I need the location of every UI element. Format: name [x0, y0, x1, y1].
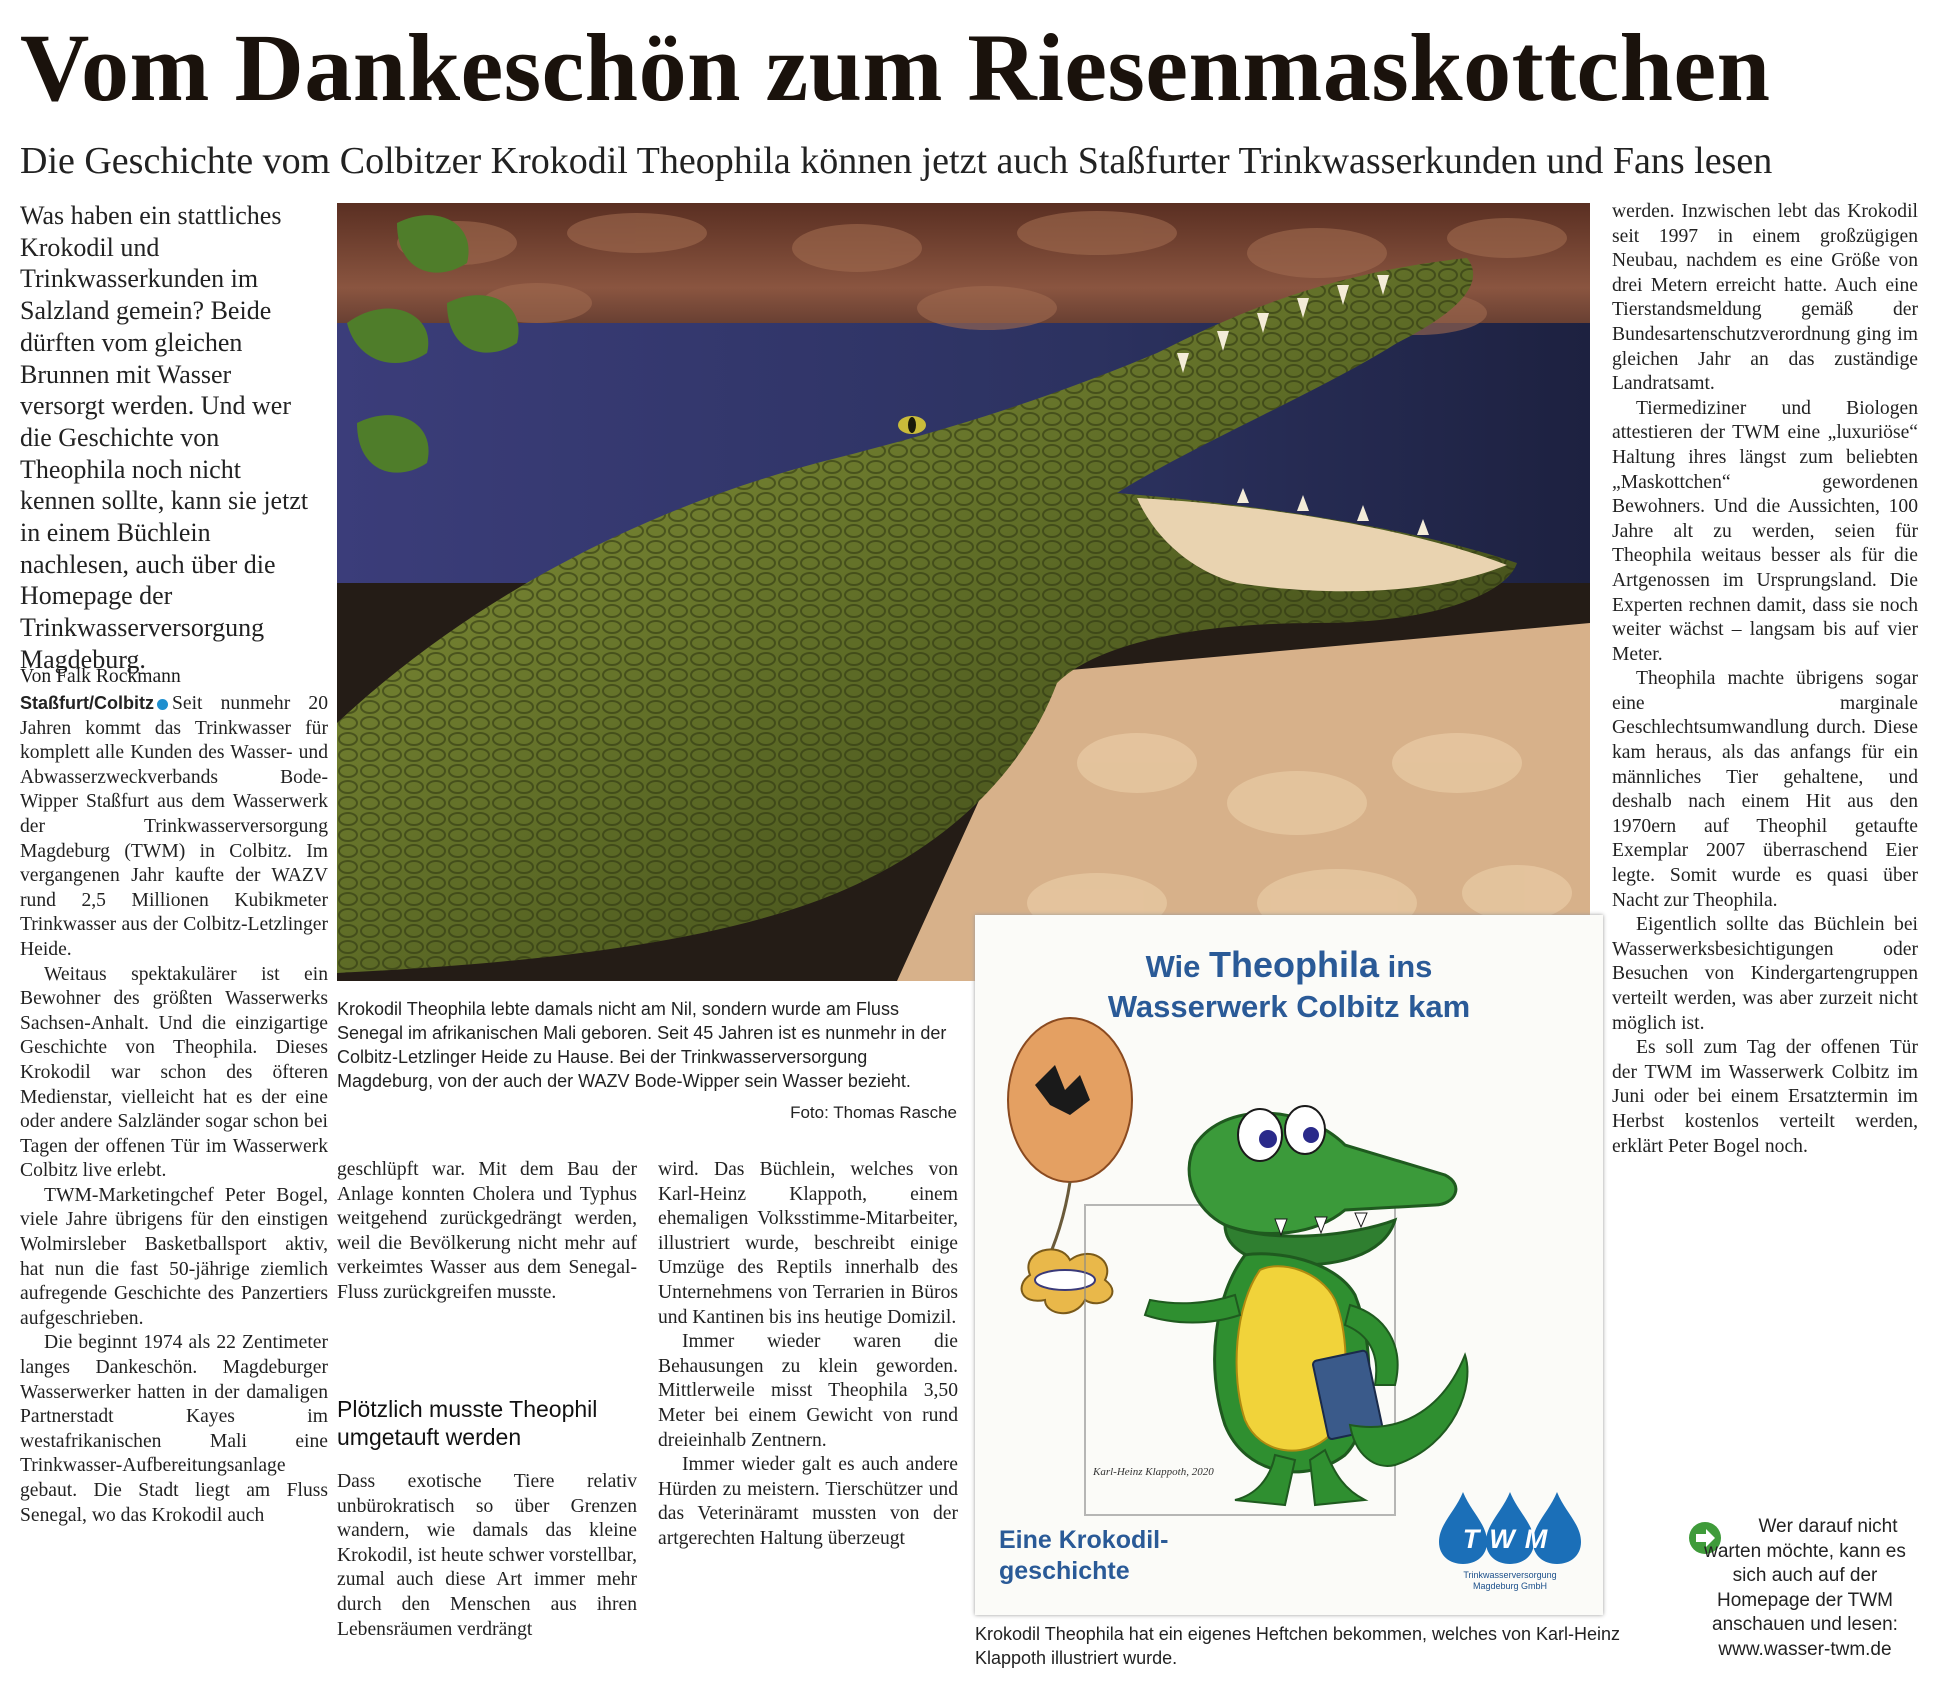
paragraph: Tiermediziner und Biologen attestieren der TWM eine „luxuriöse“ Haltung ihres längst zum beliebten „Maskottchen“ gewordenen Bewohners. Und die Aussichten, 100 Jahre alt zu werden, seien für Theophila weitaus besser als für die Artgenossen im Ursprungsland. Die Experten rechnen damit, dass sie noch weiter wächst – langsam bis auf vier Meter.: [1612, 397, 1918, 665]
headline: Vom Dankeschön zum Riesenmaskottchen: [20, 14, 1771, 121]
twm-logo-sub1: Trinkwasserversorgung: [1463, 1570, 1557, 1580]
dateline-dot-icon: [157, 699, 168, 710]
booklet-subtitle: [999, 1525, 1168, 1587]
article-column-3: [658, 1158, 958, 1552]
dateline: Staßfurt/Colbitz: [20, 693, 154, 713]
paragraph: Theophila machte übrigens sogar eine marginale Geschlechtsumwandlung durch. Diese kam heraus, als das anfangs für ein männliches Tier gehaltene, und deshalb nach einem Hit aus den 1970ern auf Theophil getaufte Exemplar 2007 überraschend Eier legte. Somit wurde es quasi über Nacht zur Theophila.: [1612, 668, 1918, 911]
article-column-1: [20, 691, 328, 1528]
web-hint-url[interactable]: www.wasser-twm.de: [1718, 1638, 1892, 1660]
twm-logo-subtitle: [1435, 1570, 1585, 1592]
subheadline: Die Geschichte vom Colbitzer Krokodil Theophila können jetzt auch Staßfurter Trinkwasserkunden und Fans lesen: [20, 140, 1773, 182]
byline: Von Falk Rockmann: [20, 666, 181, 687]
booklet-caption: Krokodil Theophila hat ein eigenes Heftchen bekommen, welches von Karl-Heinz Klappoth illustriert wurde.: [975, 1624, 1621, 1668]
paragraph: Die beginnt 1974 als 22 Zentimeter langes Dankeschön. Magdeburger Wasserwerker hatten in der damaligen Partnerstadt Kayes im westafrikanischen Mali eine Trinkwasser-Aufbereitungsanlage gebaut. Die Stadt liegt am Fluss Senegal, wo das Krokodil auch: [20, 1332, 328, 1526]
paragraph: Weitaus spektakulärer ist ein Bewohner des größten Wasserwerks Sachsen-Anhalt. Und die einzigartige Geschichte von Theophila. Dieses Krokodil war schon des öfteren Medienstar, vielleicht hat es der eine oder andere Salzländer sogar schon bei Tagen der offenen Tür im Wasserwerk Colbitz live erlebt.: [20, 963, 328, 1182]
booklet-subtitle-line2: geschichte: [999, 1557, 1130, 1585]
paragraph: wird. Das Büchlein, welches von Karl-Heinz Klappoth, einem ehemaligen Volksstimme-Mitarbeiter, illustriert wurde, beschreibt einige Umzüge des Reptils innerhalb des Unternehmens von Terrarien in Büros und Kantinen bis ins heutige Domizil.: [658, 1159, 958, 1328]
twm-logo: [1435, 1490, 1585, 1600]
booklet-title-post: ins: [1379, 949, 1433, 984]
paragraph: Eigentlich sollte das Büchlein bei Wasserwerksbesichtigungen oder Besuchen von Kindergartengruppen verteilt werden, was aber zurzeit nicht möglich ist.: [1612, 914, 1918, 1034]
paragraph: Immer wieder waren die Behausungen zu klein geworden. Mittlerweile misst Theophila 3,50 Meter bei einem Gewicht von rund dreieinhalb Zentnern.: [658, 1331, 958, 1451]
article-column-4: [1612, 200, 1918, 1159]
booklet-title-pre: Wie: [1145, 949, 1210, 984]
paragraph-text: Seit nunmehr 20 Jahren kommt das Trinkwasser für komplett alle Kunden des Wasser- und Abwasserzweckverbands Bode-Wipper Staßfurt aus dem Wasserwerk der Trinkwasserversorgung Magdeburg (TWM) in Colbitz. Im vergangenen Jahr kaufte der WAZV rund 2,5 Millionen Kubikmeter Trinkwasser aus der Colbitz-Letzlinger Heide.: [20, 693, 328, 960]
twm-logo-sub2: Magdeburg GmbH: [1472, 1581, 1548, 1591]
article-column-2: [337, 1158, 637, 1306]
booklet-title-name: Theophila: [1209, 944, 1380, 985]
paragraph: TWM-Marketingchef Peter Bogel, viele Jahre übrigens für den einstigen Wolmirsleber Basketballsport aktiv, hat nun die fast 50-jährige ziemlich aufregende Geschichte des Panzertiers aufgeschrieben.: [20, 1184, 328, 1329]
paragraph: geschlüpft war. Mit dem Bau der Anlage konnten Cholera und Typhus weitgehend zurückgedrängt werden, weil die Bevölkerung nicht mehr auf verkeimtes Wasser aus dem Senegal-Fluss zurückgreifen musste.: [337, 1159, 637, 1303]
lead-paragraph: Was haben ein stattliches Krokodil und Trinkwasserkunden im Salzland gemein? Beide dürften vom gleichen Brunnen mit Wasser versorgt werden. Und wer die Geschichte von Theophila noch nicht kennen sollte, kann sie jetzt in einem Büchlein nachlesen, auch über die Homepage der Trinkwasserversorgung Magdeburg.: [20, 201, 309, 674]
paragraph: Dass exotische Tiere relativ unbürokratisch so über Grenzen wandern, wie damals das kleine Krokodil, ist heute schwer vorstellbar, zumal auch diese Art immer mehr durch den Menschen aus ihren Lebensräumen verdrängt: [337, 1471, 637, 1640]
paragraph: Es soll zum Tag der offenen Tür der TWM im Wasserwerk Colbitz im Juni oder bei einem Ersatztermin im Herbst kostenlos verteilt werden, erklärt Peter Bogel noch.: [1612, 1037, 1918, 1157]
photo-caption: Krokodil Theophila lebte damals nicht am Nil, sondern wurde am Fluss Senegal im afrikanischen Mali geboren. Seit 45 Jahren ist es nunmehr in der Colbitz-Letzlinger Heide zu Hause. Bei der Trinkwasserversorgung Magdeburg, von der auch der WAZV Bode-Wipper sein Wasser bezieht.: [337, 999, 947, 1091]
crocodile-photo: [337, 203, 1590, 981]
photo-credit: Foto: Thomas Rasche: [790, 1103, 957, 1122]
web-hint-text: Wer darauf nicht warten möchte, kann es sich auch auf der Homepage der TWM anschauen und lesen:: [1704, 1516, 1906, 1635]
paragraph: Immer wieder galt es auch andere Hürden zu meistern. Tierschützer und das Veterinäramt mussten von der artgerechten Haltung überzeugt: [658, 1454, 958, 1549]
booklet-subtitle-line1: Eine Krokodil-: [999, 1526, 1169, 1554]
paragraph: werden. Inzwischen lebt das Krokodil seit 1997 in einem großzügigen Neubau, nachdem es eine Größe von drei Metern erreicht hatte. Auch eine Tierstandsmeldung gemäß der Bundesartenschutzverordnung ging im gleichen Jahr an das zuständige Landratsamt.: [1612, 201, 1918, 395]
paragraph: [20, 691, 328, 963]
twm-logo-text: TWM: [1462, 1524, 1558, 1554]
web-hint: [1685, 1515, 1925, 1662]
illustrator-signature: Karl-Heinz Klappoth, 2020: [1093, 1466, 1214, 1478]
crocodile-illustration: [975, 1005, 1603, 1525]
section-subheading: Plötzlich musste Theophil umgetauft werden: [337, 1396, 598, 1450]
article-column-2-continued: [337, 1470, 637, 1642]
booklet-title-line2: Wasserwerk Colbitz kam: [1107, 989, 1471, 1024]
booklet-cover: [975, 915, 1603, 1615]
